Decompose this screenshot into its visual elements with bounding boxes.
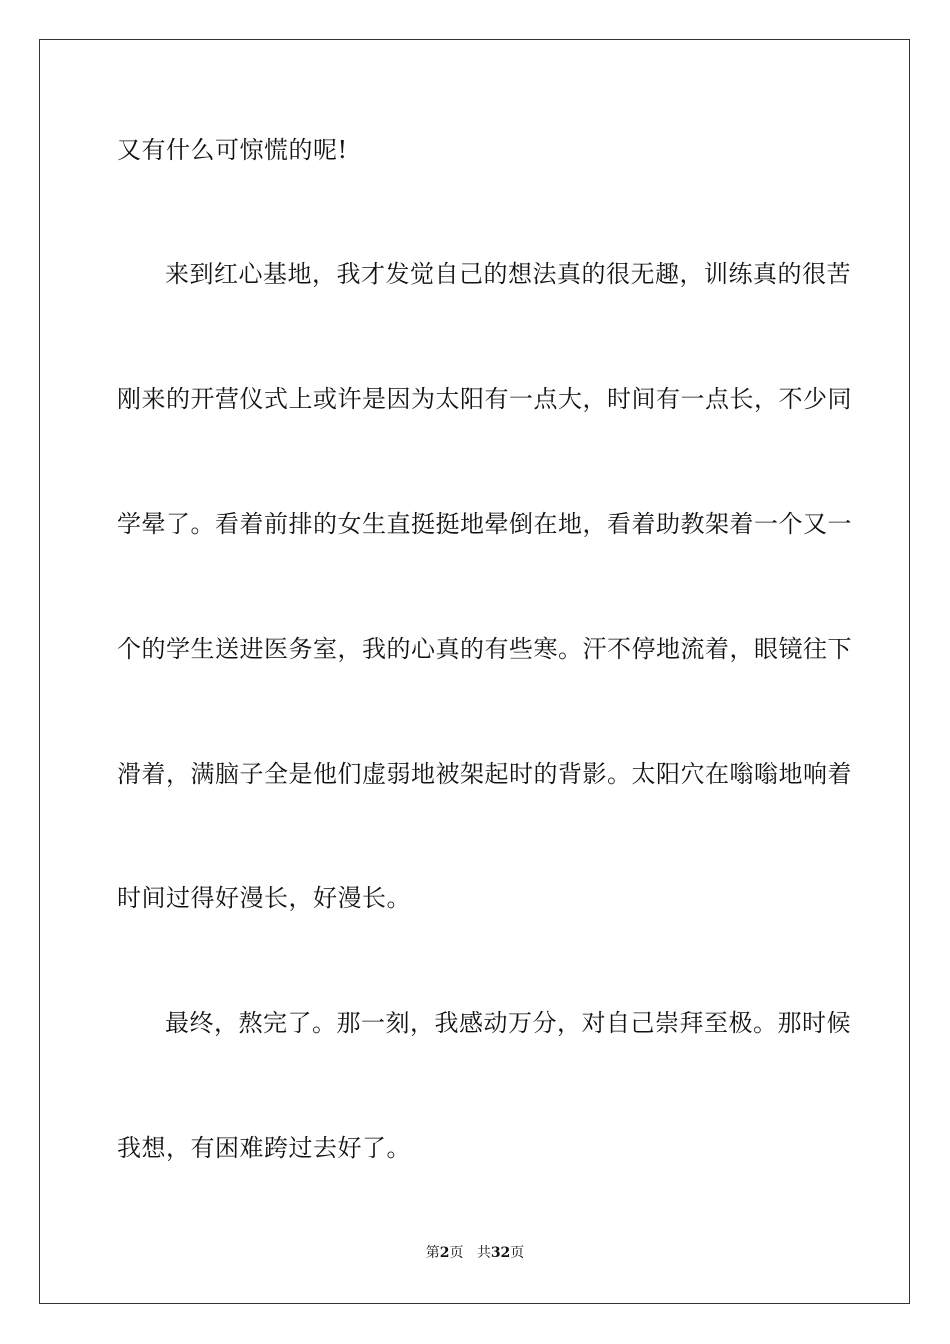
paragraph-line-7: 时间过得好漫长，好漫长。	[117, 884, 411, 912]
paragraph-line-5: 个的学生送进医务室，我的心真的有些寒。汗不停地流着，眼镜往下	[117, 635, 852, 663]
footer-total-prefix: 共	[476, 1245, 491, 1261]
paragraph-line-2: 来到红心基地，我才发觉自己的想法真的很无趣，训练真的很苦	[165, 260, 851, 288]
paragraph-line-8: 最终，熬完了。那一刻，我感动万分，对自己崇拜至极。那时候	[165, 1009, 851, 1037]
footer-page-number: 2	[439, 1245, 450, 1261]
paragraph-line-3: 刚来的开营仪式上或许是因为太阳有一点大，时间有一点长，不少同	[117, 385, 852, 413]
footer-page-suffix: 页	[449, 1245, 464, 1261]
footer-page-prefix: 第	[425, 1245, 440, 1261]
page-footer	[0, 1243, 950, 1263]
paragraph-line-4: 学晕了。看着前排的女生直挺挺地晕倒在地，看着助教架着一个又一	[117, 510, 852, 538]
paragraph-line-9: 我想，有困难跨过去好了。	[117, 1134, 411, 1162]
paragraph-line-6: 滑着，满脑子全是他们虚弱地被架起时的背影。太阳穴在嗡嗡地响着	[117, 760, 852, 788]
footer-total-suffix: 页	[510, 1245, 525, 1261]
paragraph-line-1: 又有什么可惊慌的呢!	[117, 136, 348, 164]
footer-total-pages: 32	[490, 1245, 511, 1261]
page-border	[39, 39, 910, 1304]
